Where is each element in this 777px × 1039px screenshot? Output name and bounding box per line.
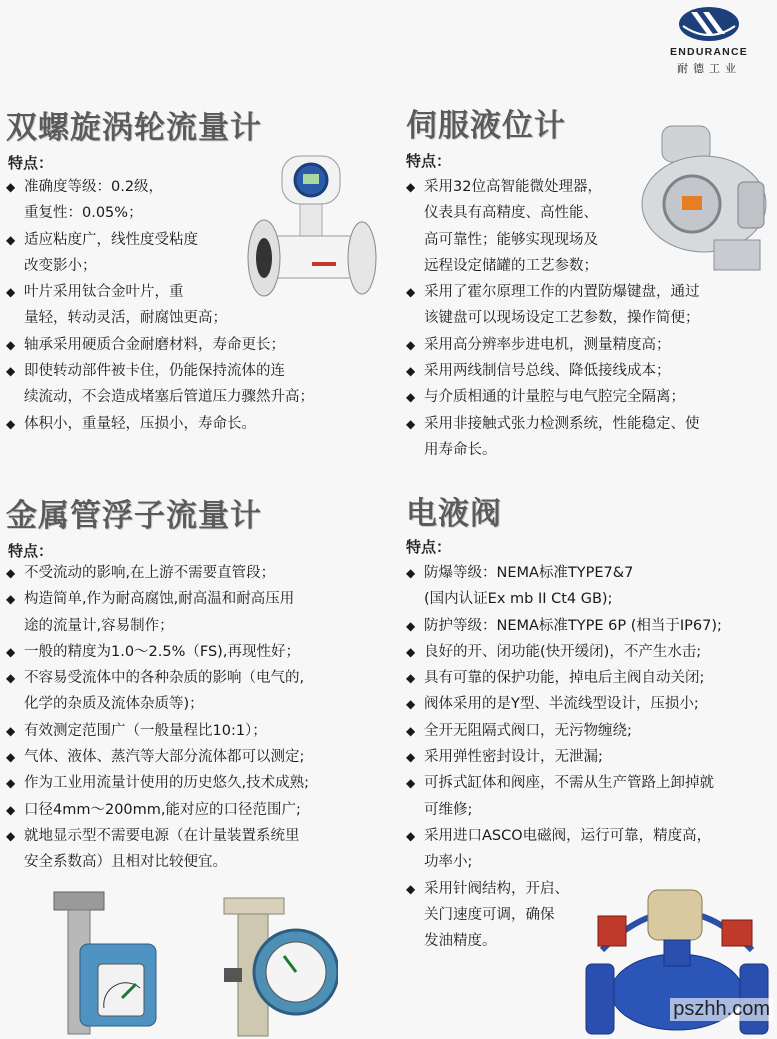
feature-item-continuation: 该键盘可以现场设定工艺参数，操作简便； xyxy=(424,310,700,327)
feature-item: ◆ 体积小，重量轻，压损小，寿命长。 xyxy=(6,411,314,437)
feature-item: ◆ 气体、液体、蒸汽等大部分流体都可以测定; xyxy=(6,744,309,770)
feature-item-continuation: (国内认证Ex mb II Ct4 GB); xyxy=(424,591,613,608)
feature-item: ◆ 采用32位高智能微处理器， xyxy=(406,174,700,200)
feature-item: ◆ 作为工业用流量计使用的历史悠久,技术成熟; xyxy=(6,770,309,796)
feature-item: ◆ 有效测定范围广（一般量程比10:1）； xyxy=(6,718,309,744)
feature-item-continuation: 量轻，转动灵活，耐腐蚀更高； xyxy=(24,310,227,327)
feature-item-continuation: 远程设定储罐的工艺参数； xyxy=(424,257,598,274)
section-title-turbine-flowmeter: 双螺旋涡轮流量计 xyxy=(6,110,262,146)
feature-item: ◆ 即使转动部件被卡住，仍能保持流体的连 xyxy=(6,358,314,384)
section-title-electro-hydraulic-valve: 电液阀 xyxy=(406,496,502,532)
feature-item: ◆ 防护等级：NEMA标准TYPE 6P (相当于IP67); xyxy=(406,613,722,639)
feature-list-metal-tube-rotameter xyxy=(6,560,309,876)
feature-item: ◆ 叶片采用钛合金叶片，重 xyxy=(6,279,314,305)
feature-label: 特点： xyxy=(8,154,54,172)
feature-item: ◆ 不容易受流体中的各种杂质的影响（电气的, xyxy=(6,665,309,691)
watermark-text: pszhh.com xyxy=(670,998,773,1021)
feature-item: ◆ 阀体采用的是Y型、半流线型设计，压损小; xyxy=(406,691,722,717)
feature-item-continuation: 可维修; xyxy=(424,801,473,818)
feature-label: 特点： xyxy=(406,152,452,170)
feature-item: ◆ 一般的精度为1.0～2.5%（FS),再现性好； xyxy=(6,639,309,665)
brand-name: ENDURANCE xyxy=(670,46,748,58)
feature-item: ◆ 就地显示型不需要电源（在计量装置系统里 xyxy=(6,823,309,849)
servo-level-gauge-image xyxy=(634,120,774,276)
company-logo xyxy=(655,4,763,74)
feature-item-continuation: 重复性：0.05%； xyxy=(24,205,143,222)
feature-item: ◆ 采用两线制信号总线、降低接线成本； xyxy=(406,358,700,384)
endurance-logo-icon xyxy=(677,4,741,44)
feature-item: ◆ 构造简单,作为耐高腐蚀,耐高温和耐高压用 xyxy=(6,586,309,612)
feature-item: ◆ 采用高分辨率步进电机，测量精度高； xyxy=(406,332,700,358)
feature-item-continuation: 途的流量计,容易制作； xyxy=(24,617,174,634)
feature-item: ◆ 良好的开、闭功能(快开缓闭)，不产生水击; xyxy=(406,639,722,665)
feature-item: ◆ 不受流动的影响,在上游不需要直管段； xyxy=(6,560,309,586)
metal-tube-rotameter-image-2 xyxy=(218,896,338,1038)
feature-item: ◆ 采用进口ASCO电磁阀，运行可靠，精度高， xyxy=(406,823,722,849)
feature-item-continuation: 改变影小； xyxy=(24,257,97,274)
feature-item-continuation: 关门速度可调，确保 xyxy=(424,906,555,923)
feature-item-continuation: 高可靠性；能够实现现场及 xyxy=(424,231,598,248)
feature-item-continuation: 功率小; xyxy=(424,854,473,871)
feature-item-continuation: 安全系数高）且相对比较便宜。 xyxy=(24,854,227,871)
feature-item: ◆ 防爆等级：NEMA标准TYPE7&7 xyxy=(406,560,722,586)
feature-item-continuation: 仪表具有高精度、高性能、 xyxy=(424,205,598,222)
feature-item: ◆ 适应粘度广，线性度受粘度 xyxy=(6,227,314,253)
feature-item: ◆ 与介质相通的计量腔与电气腔完全隔离； xyxy=(406,384,700,410)
feature-item-continuation: 发油精度。 xyxy=(424,933,497,950)
feature-item: ◆ 全开无阻隔式阀口，无污物缠绕; xyxy=(406,718,722,744)
feature-item: ◆ 口径4mm～200mm,能对应的口径范围广; xyxy=(6,797,309,823)
feature-label: 特点： xyxy=(8,542,54,560)
feature-label: 特点： xyxy=(406,538,452,556)
feature-item-continuation: 化学的杂质及流体杂质等)； xyxy=(24,696,204,713)
section-title-servo-level-gauge: 伺服液位计 xyxy=(406,108,566,144)
feature-item: ◆ 采用非接触式张力检测系统，性能稳定、使 xyxy=(406,411,700,437)
metal-tube-rotameter-image-1 xyxy=(40,888,160,1038)
turbine-flowmeter-image xyxy=(246,150,378,320)
feature-item: ◆ 采用了霍尔原理工作的内置防爆键盘，通过 xyxy=(406,279,700,305)
feature-item: ◆ 采用针阀结构，开启、 xyxy=(406,876,722,902)
feature-item-continuation: 续流动，不会造成堵塞后管道压力骤然升高； xyxy=(24,389,314,406)
feature-item: ◆ 具有可靠的保护功能，掉电后主阀自动关闭; xyxy=(406,665,722,691)
section-title-metal-tube-rotameter: 金属管浮子流量计 xyxy=(6,498,262,534)
feature-item: ◆ 采用弹性密封设计，无泄漏; xyxy=(406,744,722,770)
feature-item: ◆ 轴承采用硬质合金耐磨材料，寿命更长； xyxy=(6,332,314,358)
feature-item: ◆ 可拆式缸体和阀座，不需从生产管路上卸掉就 xyxy=(406,770,722,796)
brand-name-cn: 耐德工业 xyxy=(677,62,741,75)
feature-item: ◆ 准确度等级：0.2级， xyxy=(6,174,314,200)
feature-item-continuation: 用寿命长。 xyxy=(424,441,497,458)
